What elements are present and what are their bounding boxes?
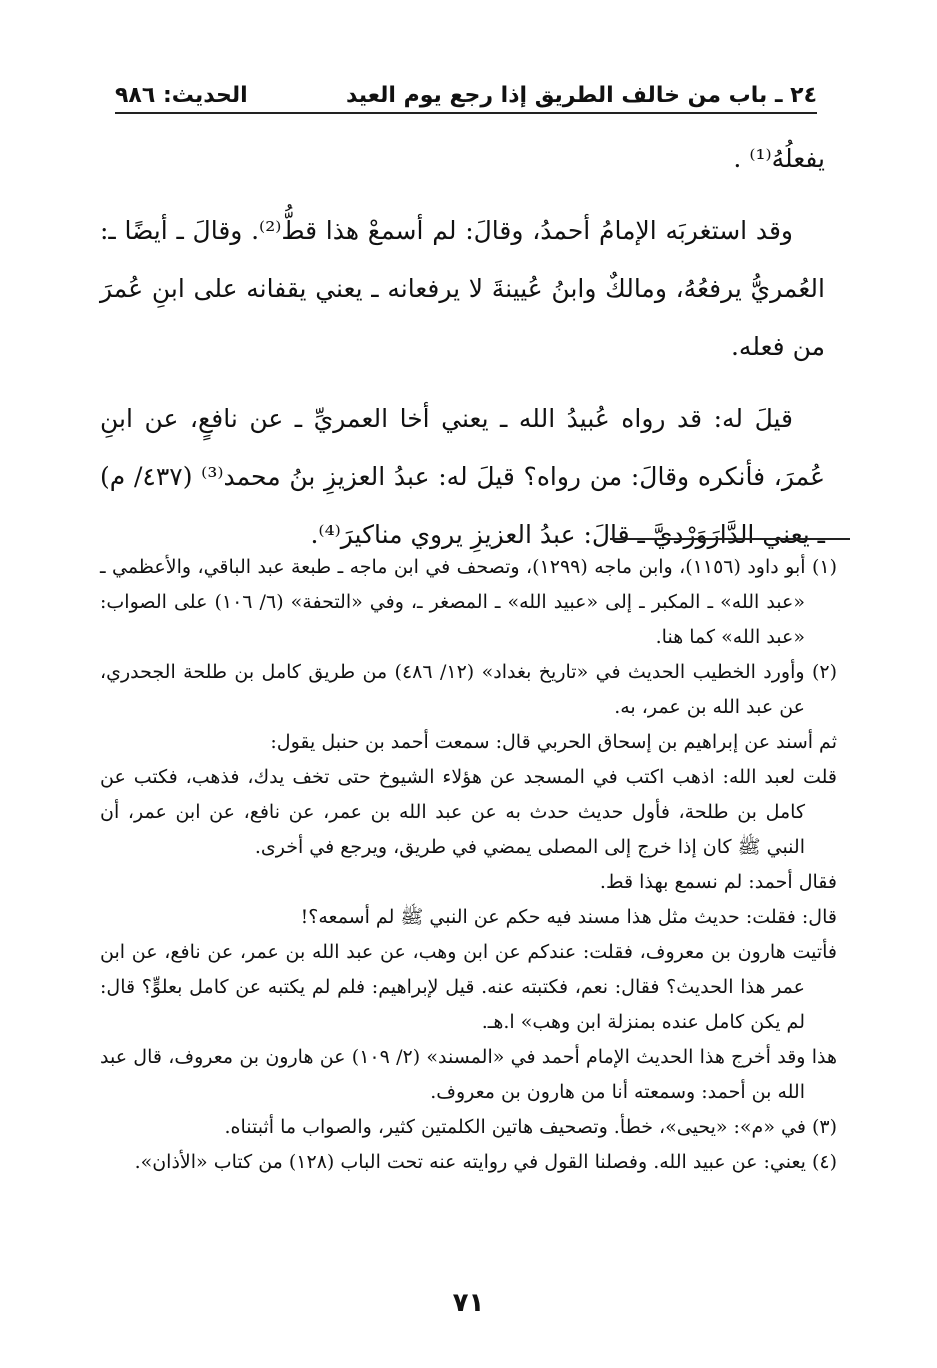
main-text <box>100 130 825 564</box>
footnote-2-text: فأتيت هارون بن معروف، فقلت: عندكم عن ابن وهب، عن عبد الله بن عمر، عن نافع، عن ابن عمر هذا الحديث؟ فقال: نعم، فكتبته عنه. قيل لإبراهيم: فلم لم يكتبه عن كامل بعلوٍّ؟ قال: لم يكن كامل عنده بمنزلة ابن وهب» ا.هـ. <box>100 941 837 1033</box>
page-number: ٧١ <box>452 1288 485 1318</box>
footnote-2: (٢) وأورد الخطيب الحديث في «تاريخ بغداد» (١٢/ ٤٨٦) من طريق كامل بن طلحة الجحدري، عن عبد الله بن عمر، به. <box>100 661 837 718</box>
running-header <box>115 78 817 114</box>
footnote-2-text: هذا وقد أخرج هذا الحديث الإمام أحمد في «المسند» (٢/ ١٠٩) عن هارون بن معروف، قال عبد الله بن أحمد: وسمعته أنا من هارون بن معروف. <box>100 1046 837 1103</box>
main-paragraph-3: قيلَ له: قد رواه عُبيدُ الله ـ يعني أخا العمريِّ ـ عن نافعٍ، عن ابنِ عُمرَ، فأنكره وقالَ: من رواه؟ قيلَ له: عبدُ العزيزِ بنُ محمد⁽³⁾ (٤٣٧/ م) ـ يعني الدَّارَوَرْديَّ ـ قالَ: عبدُ العزيزِ يروي مناكيرَ⁽⁴⁾. <box>100 404 826 549</box>
main-paragraph-1: يفعلُهُ⁽¹⁾ . <box>733 144 825 173</box>
footnote-2-text: فقال أحمد: لم نسمع بهذا قط. <box>599 871 837 893</box>
footnote-2-text: قلت لعبد الله: اذهب اكتب في المسجد عن هؤلاء الشيوخ حتى تخف يدك، فذهب، فكتب عن كامل بن طلحة، فأول حديث حدث به عن عبد الله بن عمر، عن نافع، عن ابن عمر، أن النبي ﷺ كان إذا خرج إلى المصلى يمضي في طريق، ويرجع في أخرى. <box>100 766 837 858</box>
chapter-title: ٢٤ ـ باب من خالف الطريق إذا رجع يوم العيد <box>346 82 817 108</box>
footnote-2-text: ثم أسند عن إبراهيم بن إسحاق الحربي قال: سمعت أحمد بن حنبل يقول: <box>270 731 837 753</box>
footnote-1: (١) أبو داود (١١٥٦)، وابن ماجه (١٢٩٩)، وتصحف في ابن ماجه ـ طبعة عبد الباقي، والأعظمي ـ «عبد الله» ـ المكبر ـ إلى «عبيد الله» ـ المصغر ـ، وفي «التحفة» (٦/ ١٠٦) على الصواب: «عبد الله» كما هنا. <box>100 556 837 648</box>
footnote-2-text: قال: فقلت: حديث مثل هذا مسند فيه حكم عن النبي ﷺ لم أسمعه؟! <box>300 906 837 928</box>
footnotes <box>100 550 837 1180</box>
footnote-separator <box>610 538 850 540</box>
footnote-4: (٤) يعني: عن عبيد الله. وفصلنا القول في روايته عنه تحت الباب (١٢٨) من كتاب «الأذان». <box>134 1151 837 1173</box>
hadith-number: الحديث: ٩٨٦ <box>115 82 248 108</box>
footnote-3: (٣) في «م»: «يحيى»، خطأ. وتصحيف هاتين الكلمتين كثير، والصواب ما أثبتناه. <box>224 1116 837 1138</box>
main-paragraph-2: وقد استغربَه الإمامُ أحمدُ، وقالَ: لم أسمعْ هذا قطُّ⁽²⁾. وقالَ ـ أيضًا ـ: العُمريُّ يرفعُهُ، ومالكٌ وابنُ عُيينةَ لا يرفعانه ـ يعني يقفانه على ابنِ عُمرَ من فعله. <box>100 216 825 361</box>
